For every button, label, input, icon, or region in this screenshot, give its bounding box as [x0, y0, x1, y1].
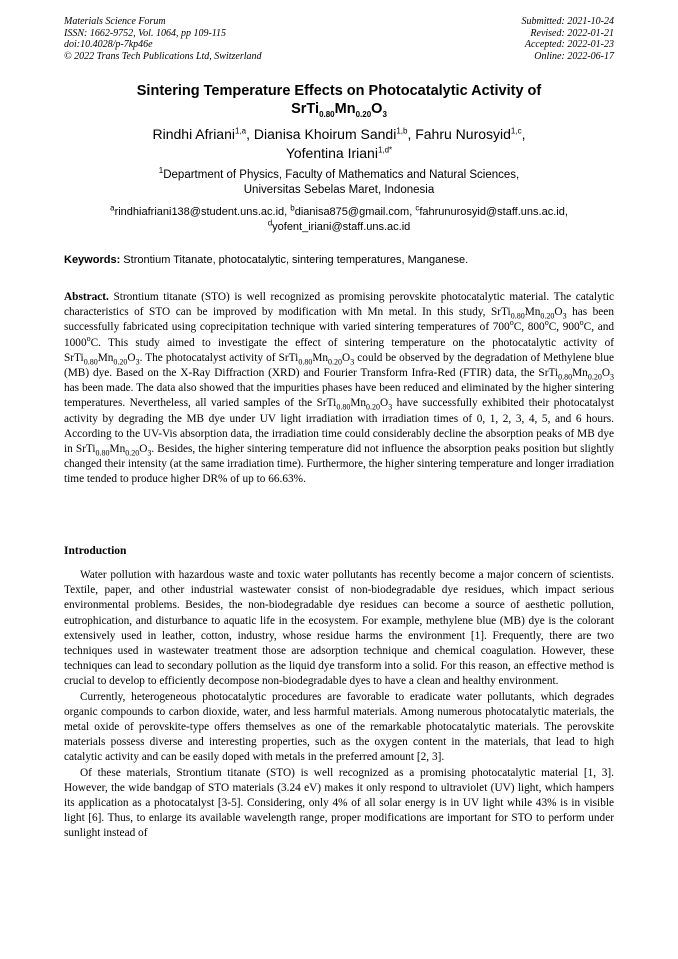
author-line-2: Yofentina Iriani$^{1,d*}$ [285, 145, 393, 161]
journal-doi: doi:10.4028/p-7kp46e [64, 39, 153, 50]
introduction-body [64, 568, 614, 842]
author-2: Dianisa Khoirum Sandi [253, 126, 397, 142]
affiliation: $^1$Department of Physics, Faculty of Mathematics and Natural Sciences, Universitas Sebelas Maret, Indonesia [158, 166, 520, 196]
intro-paragraph-3: Of these materials, Strontium titanate (STO) is well recognized as a promising photocatalytic material [1, 3]. However, the wide bandgap of STO materials (3.24 eV) makes it only respond to ultraviolet (UV) light, which hampers its application as a photocatalyst [3-5]. Considering, only 4% of all solar energy is in UV light while 43% is in visible light [6]. Thus, to enlarge its available wavelength range, proper modifications are important for STO to perform under sunlight instead of [64, 766, 614, 840]
accepted-date: Accepted: 2022-01-23 [524, 39, 614, 50]
keywords [64, 253, 614, 267]
abstract: Abstract. Strontium titanate (STO) is well recognized as promising perovskite photocatalytic material. The catalytic characteristics of STO can be improved by modification with Mn metal. In this study, $SrTi_{0.80}Mn_{0.20}O_3$ has been successfully fabricated using coprecipitation technique with varied sintering temperatures of 700$^o$C, 800$^o$C, 900$^o$C, and 1000$^o$C. This study aimed to investigate the effect of sintering temperature on the photocatalytic activity of $SrTi_{0.80}Mn_{0.20}O_3$. The photocatalyst activity of $SrTi_{0.80}Mn_{0.20}O_3$ could be observed by the degradation of Methylene blue (MB) dye. Based on the X-Ray Diffraction (XRD) and Fourier Transform Infra-Red (FTIR) data, the $SrTi_{0.80}Mn_{0.20}O_3$ has been made. The data also showed that the impurities phases have been reduced and eliminated by the higher sintering temperatures. Nevertheless, all varied samples of the $SrTi_{0.80}Mn_{0.20}O_3$ have successfully exhibited their photocatalyst activity by degrading the MB dye under UV light irradiation with irradiation times of 0, 1, 2, 3, 4, 5, and 6 hours. According to the UV-Vis absorption data, the irradiation time could considerably decline the absorption peaks of MB dye in $SrTi_{0.80}Mn_{0.20}O_3$. Besides, the higher sintering temperature did not influence the absorption peaks position but slightly changed their intensity (at the same irradiation time). Furthermore, the higher sintering temperature and longer irradiation time tended to produce higher DR% of up to 66.63%. [64, 291, 615, 486]
submission-dates [522, 16, 615, 62]
author-line-1: Rindhi Afriani$^{1,a}$, Dianisa Khoirum Sandi$^{1,b}$, Fahru Nurosyid$^{1,c}$, [152, 126, 526, 142]
email-link-b[interactable]: dianisa875@gmail.com, [294, 206, 416, 218]
abstract-label: Abstract. [64, 291, 109, 303]
keywords-label: Keywords: [64, 254, 121, 266]
journal-issn: ISSN: 1662-9752, Vol. 1064, pp 109-115 [64, 27, 227, 39]
intro-paragraph-2: Currently, heterogeneous photocatalytic procedures are favorable to eradicate water pollutants, which degrades organic compounds to carbon dioxide, water, and less harmful materials. Among numerous photocatalytic materials, the metal oxide of perovskite-type offers themselves as one of the remarkable photocatalytic materials. The perovskite materials possess diverse and interesting properties, such as the oxygen content in the materials, that lead to high catalytic activity and can be easily doped with metals in the preferred amount [2, 3]. [64, 690, 614, 764]
author-1: Rindhi Afriani [152, 126, 235, 142]
author-4: Yofentina Iriani [285, 145, 378, 161]
intro-paragraph-1: Water pollution with hazardous waste and toxic water pollutants has recently become a major concern of scientists. Textile, paper, and other industrial wastewater consist of non-biodegradable dye residues, which impact serious environmental problems. Besides, the non-biodegradable dye residues can become a source of aesthetic pollution, eutrophication, and disturbance to aquatic life in the ecosystem. For example, methylene blue (MB) dye is the colorant extensively used in leather, cotton, industry, whose residue harms the environment [1]. Frequently, there are two techniques used in wastewater treatment those are adsorption technique and chemical coagulation. However, these techniques can lead to secondary pollution as the liquid dye transform into a solid. For this reason, an effective method is crucial to develop to efficiently decompose non-biodegradable dyes to have a clean and healthy environment. [64, 569, 614, 688]
email-link-c[interactable]: fahrunurosyid@staff.uns.ac.id, [419, 206, 568, 218]
journal-name: Materials Science Forum [64, 16, 166, 27]
online-date: Online: 2022-06-17 [534, 50, 614, 62]
author-3: Fahru Nurosyid [415, 126, 511, 142]
revised-date: Revised: 2022-01-21 [530, 27, 614, 39]
title-line-1: Sintering Temperature Effects on Photocatalytic Activity of [136, 83, 542, 99]
keywords-text: Strontium Titanate, photocatalytic, sintering temperatures, Manganese. [120, 254, 469, 266]
title-line-2: $SrTi_{0.80}Mn_{0.20}O_3$ [291, 101, 387, 119]
submitted-date: Submitted: 2021-10-24 [521, 16, 614, 27]
email-link-a[interactable]: rindhiafriani138@student.uns.ac.id, [114, 206, 291, 218]
author-list [64, 125, 614, 163]
author-emails: $^a$rindhiafriani138@student.uns.ac.id, $^b$dianisa875@gmail.com, $^c$fahrunurosyid@staff.uns.ac.id, $^d$yofent_iriani@staff.uns.ac.id [110, 203, 568, 233]
journal-info [64, 16, 262, 62]
journal-copyright: © 2022 Trans Tech Publications Ltd, Switzerland [64, 50, 262, 62]
section-heading-introduction: Introduction [64, 545, 127, 557]
paper-title [64, 82, 614, 118]
email-link-d[interactable]: yofent_iriani@staff.uns.ac.id [272, 220, 411, 233]
